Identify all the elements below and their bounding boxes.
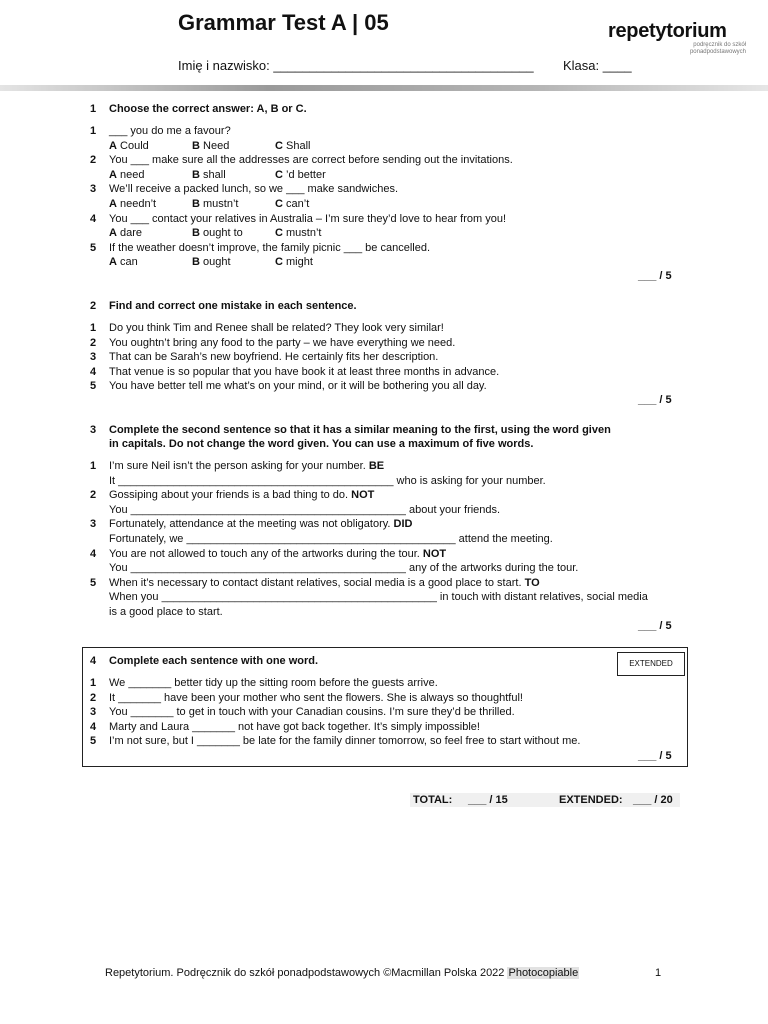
option-a[interactable]: A needn’t — [109, 197, 157, 210]
total-score[interactable]: ___ / 15 — [468, 794, 508, 806]
logo-subtitle-1: podręcznik do szkół — [693, 42, 746, 48]
option-c[interactable]: C ’d better — [275, 168, 326, 181]
option-b[interactable]: B Need — [192, 139, 230, 152]
option-c[interactable]: C might — [275, 256, 313, 269]
section-3-instruction: 3 Complete the second sentence so that it has a similar meaning to the first, using the word given in capitals. Do not change the word given. You can use a maximum of five words. — [90, 424, 611, 450]
total-label: TOTAL: — [413, 794, 453, 806]
answer-line[interactable]: When you _____________________________________________ in touch with distant relatives, social media — [109, 591, 648, 604]
section-2-score[interactable]: ___ / 5 — [638, 394, 672, 406]
page-number: 1 — [655, 967, 662, 979]
section-2 — [90, 299, 686, 394]
section-1-score[interactable]: ___ / 5 — [638, 270, 672, 282]
option-b[interactable]: B mustn’t — [192, 197, 239, 210]
footer-copyright: Repetytorium. Podręcznik do szkół ponadpodstawowych ©Macmillan Polska 2022 — [105, 967, 505, 979]
option-c[interactable]: C can’t — [275, 197, 310, 210]
question-1-2: 2 You ___ make sure all the addresses are correct before sending out the invitations. A need B shall C ’d better — [90, 154, 513, 181]
question-2-4: 4 That venue is so popular that you have book it at least three months in advance. — [90, 365, 500, 378]
extended-label: EXTENDED: — [559, 794, 623, 806]
question-2-3: 3 That can be Sarah’s new boyfriend. He certainly fits her description. — [90, 351, 439, 364]
option-a[interactable]: A Could — [109, 139, 149, 152]
extended-score[interactable]: ___ / 20 — [633, 794, 673, 806]
section-3 — [90, 423, 686, 620]
logo — [608, 20, 753, 56]
footer — [105, 967, 579, 979]
question-2-2: 2 You oughtn’t bring any food to the party – we have everything we need. — [90, 336, 456, 349]
name-field[interactable]: Imię i nazwisko: ____________________________________ — [178, 58, 534, 73]
logo-subtitle-2: ponadpodstawowych — [689, 49, 746, 55]
option-a[interactable]: A can — [109, 256, 138, 269]
question-4-2[interactable]: 2 It _______ have been your mother who sent the flowers. She is always so thoughtful! — [90, 691, 523, 704]
question-1-4: 4 You ___ contact your relatives in Australia – I’m sure they’d love to hear from you! A dare B ought to C mustn’t — [90, 212, 507, 240]
key-word: NOT — [351, 489, 375, 502]
answer-line-continuation: is a good place to start. — [109, 605, 223, 618]
option-b[interactable]: B shall — [192, 168, 226, 181]
question-1-1: 1 ___ you do me a favour? A Could B Need C Shall — [90, 124, 686, 153]
answer-line[interactable]: Fortunately, we ____________________________________________ attend the meeting. — [109, 532, 553, 545]
question-4-5[interactable]: 5 I’m not sure, but I _______ be late for the family dinner tomorrow, so feel free to start without me. — [90, 735, 581, 748]
key-word: NOT — [422, 547, 447, 560]
option-b[interactable]: B ought — [192, 256, 231, 269]
option-b[interactable]: B ought to — [192, 227, 243, 240]
question-4-3[interactable]: 3 You _______ to get in touch with your Canadian cousins. I’m sure they’d be thrilled. — [90, 706, 515, 719]
section-1-instruction: 1 Choose the correct answer: A, B or C. — [90, 103, 307, 115]
question-1-5: 5 If the weather doesn’t improve, the family picnic ___ be cancelled. A can B ought C might — [90, 241, 431, 269]
section-1 — [90, 102, 686, 270]
question-3-5: 5 When it’s necessary to contact distant relatives, social media is a good place to start. TO When you _____________________________________________ in touch with distant relatives, social media is a good place to start. — [90, 576, 686, 620]
logo-text: repetytorium — [608, 20, 727, 42]
option-c[interactable]: C Shall — [275, 139, 311, 152]
section-3-score[interactable]: ___ / 5 — [638, 620, 672, 632]
question-4-1[interactable]: 1 We _______ better tidy up the sitting room before the guests arrive. — [90, 677, 438, 689]
photocopiable-label: Photocopiable — [508, 967, 579, 979]
page-title: Grammar Test A | 05 — [178, 10, 389, 35]
key-word: BE — [368, 460, 385, 472]
section-4-instruction: 4 Complete each sentence with one word. — [90, 655, 319, 667]
answer-line[interactable]: You _____________________________________________ about your friends. — [109, 503, 501, 516]
answer-line[interactable]: It _____________________________________________ who is asking for your number. — [109, 474, 546, 487]
section-4 — [90, 654, 686, 749]
question-3-4: 4 You are not allowed to touch any of the artworks during the tour. NOT You _____________________________________________ any of the artworks during the tour. — [90, 547, 686, 576]
question-3-1: 1 I’m sure Neil isn’t the person asking for your number. BE It _____________________________________________ who is asking for your number. — [90, 459, 686, 488]
section-2-instruction: 2 Find and correct one mistake in each sentence. — [90, 300, 357, 312]
class-field[interactable]: Klasa: ____ — [563, 58, 632, 73]
header-divider — [0, 85, 768, 91]
question-2-5: 5 You have better tell me what’s on your mind, or it will be bothering you all day. — [90, 380, 487, 393]
question-3-3: 3 Fortunately, attendance at the meeting was not obligatory. DID Fortunately, we ____________________________________________ attend the meeting. — [90, 517, 686, 546]
key-word: DID — [393, 518, 413, 531]
extended-tag: EXTENDED — [617, 652, 685, 676]
key-word: TO — [524, 576, 540, 589]
option-a[interactable]: A need — [109, 168, 145, 181]
section-4-score[interactable]: ___ / 5 — [638, 750, 672, 762]
option-c[interactable]: C mustn’t — [275, 227, 322, 240]
question-1-3: 3 We’ll receive a packed lunch, so we ___ make sandwiches. A needn’t B mustn’t C can’t — [90, 183, 399, 210]
question-2-1: 1 Do you think Tim and Renee shall be related? They look very similar! — [90, 322, 444, 334]
question-4-4[interactable]: 4 Marty and Laura _______ not have got back together. It’s simply impossible! — [90, 720, 480, 733]
option-a[interactable]: A dare — [109, 227, 143, 240]
answer-line[interactable]: You _____________________________________________ any of the artworks during the tour. — [109, 562, 579, 575]
question-3-2: 2 Gossiping about your friends is a bad thing to do. NOT You _____________________________________________ about your friends. — [90, 488, 686, 517]
